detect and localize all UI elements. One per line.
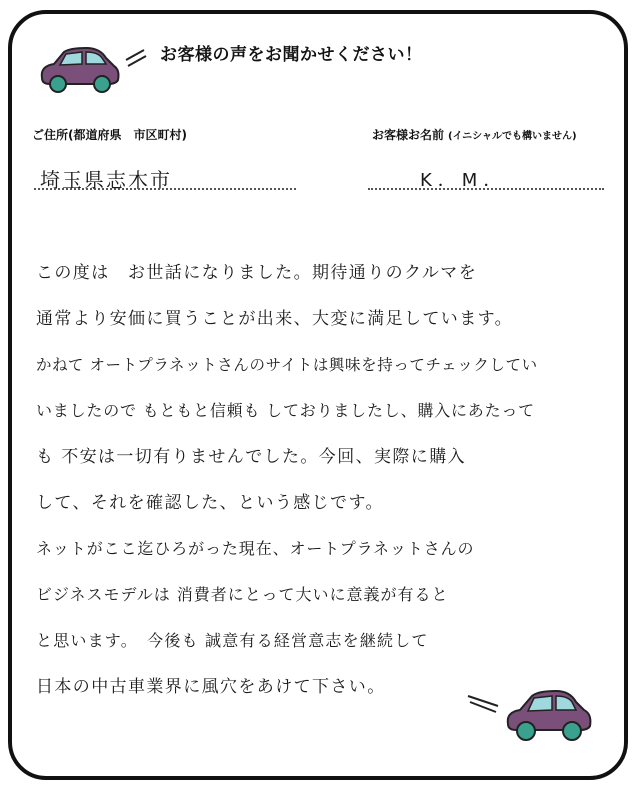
message-line: この度は お世話になりました。期待通りのクルマを (36, 263, 478, 283)
name-label-note: (イニシャルでも構いません) (448, 131, 577, 142)
address-label: ご住所(都道府県 市区町村) (32, 128, 187, 142)
car-icon (36, 44, 122, 96)
message-line: して、それを確認した、という感じです。 (36, 493, 384, 513)
message-line: 日本の中古車業界に風穴をあけて下さい。 (36, 677, 386, 697)
speed-lines-icon (124, 46, 150, 70)
name-value: K．M． (420, 170, 508, 191)
message-line: も 不安は一切有りませんでした。今回、実際に購入 (36, 447, 467, 467)
name-label-text: お客様お名前 (372, 128, 445, 142)
page-title: お客様の声をお聞かせください！ (160, 45, 423, 65)
address-underline (34, 188, 296, 190)
speed-lines-icon (466, 690, 502, 716)
name-underline (368, 188, 604, 190)
car-icon (502, 686, 594, 744)
address-value: 埼玉県志木市 (40, 168, 172, 192)
message-line: ネットがここ迄ひろがった現在、オートプラネットさんの (36, 539, 475, 558)
message-line: かねて オートプラネットさんのサイトは興味を持ってチェックしてい (36, 356, 538, 374)
name-label (372, 126, 577, 143)
message-line: 通常より安価に買うことが出来、大変に満足しています。 (36, 309, 514, 329)
message-line: ビジネスモデルは 消費者にとって大いに意義が有ると (36, 585, 449, 604)
message-line: いましたので もともと信頼も しておりましたし、購入にあたって (36, 401, 535, 420)
customer-message (36, 258, 626, 718)
message-line: と思います。 今後も 誠意有る経営意志を継続して (36, 631, 429, 650)
